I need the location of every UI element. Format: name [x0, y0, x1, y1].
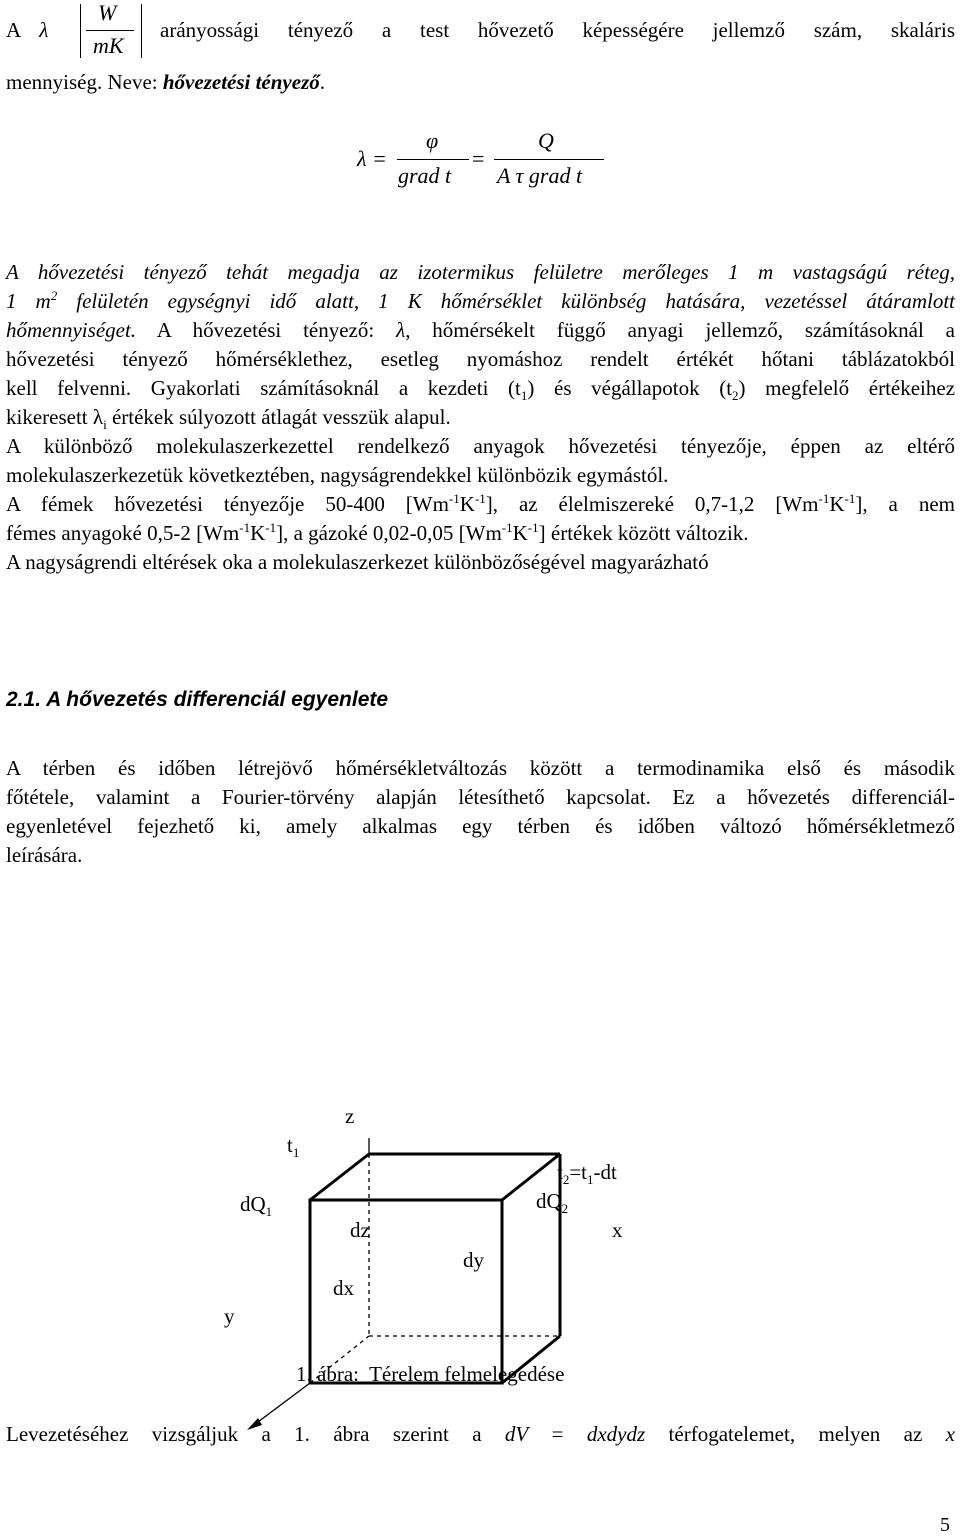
para1-line-1: A hővezetési tényező tehát megadja az izotermikus felületre merőleges 1 m vastagságú réteg, [6, 260, 955, 284]
intro-line-2-prefix: mennyiség. Neve: [6, 70, 163, 94]
p3l1a: A fémek hővezetési tényezője 50-400 [Wm [6, 492, 449, 516]
t2-eq: =t [569, 1160, 588, 1184]
last-x: x [945, 1422, 955, 1446]
p1l5s1: 1 [520, 388, 528, 404]
t2-sub: 2 [562, 1172, 570, 1188]
t1-sub: 1 [292, 1145, 300, 1161]
p3l2d: K [512, 521, 528, 545]
formula-num-2: Q [538, 128, 554, 153]
p3l2c: ], a gázoké 0,02-0,05 [Wm [276, 521, 502, 545]
p3sup8: -1 [527, 520, 539, 535]
y-axis-line [254, 1383, 310, 1425]
formula-eq: = [472, 146, 485, 171]
t2-main: t [557, 1160, 563, 1184]
p1l2b: felületén egységnyi idő alatt, 1 K hőmérséklet különbség hatására, vezetéssel átáramlott [57, 289, 955, 313]
last-dv: dV [504, 1422, 529, 1446]
dq2-main: dQ [536, 1189, 562, 1213]
section-line-1: A térben és időben létrejövő hőmérsékletváltozás között a termodinamika első és második [6, 756, 955, 780]
p1l2sup: 2 [50, 288, 58, 303]
last-eq: = [528, 1422, 587, 1446]
cube-edge-tl [310, 1154, 369, 1200]
label-dy: dy [463, 1248, 484, 1272]
dq1-main: dQ [240, 1192, 266, 1216]
p3l1c: ], az élelmiszereké 0,7-1,2 [Wm [485, 492, 819, 516]
dq2-sub: 2 [561, 1201, 569, 1217]
page-number: 5 [940, 1514, 950, 1536]
last-line [6, 1420, 955, 1448]
t2-eq-sub: 1 [587, 1172, 594, 1188]
intro-lambda: λ [39, 18, 49, 42]
p3sup1: -1 [448, 491, 460, 506]
label-t1 [287, 1133, 300, 1161]
p1l3a: hőmennyiséget. [6, 318, 137, 342]
figure-caption: 1. ábra: Térelem felmelegedése [296, 1362, 565, 1386]
p3l1d: K [829, 492, 845, 516]
p1l3b: A hővezetési tényező: [136, 318, 397, 342]
term-bold: hővezetési tényező [162, 70, 320, 94]
section-line-4: leírására. [6, 843, 83, 867]
label-y: y [224, 1304, 235, 1328]
p1l5s2: 2 [732, 388, 739, 404]
para2-line-1: A különböző molekulaszerkezettel rendelkező anyagok hővezetési tényezője, éppen az eltérő [6, 434, 955, 458]
label-dx: dx [333, 1276, 354, 1300]
dq1-sub: 1 [265, 1204, 273, 1220]
intro-line-2-suffix: . [319, 70, 325, 94]
p3l1b: K [459, 492, 475, 516]
label-dq2 [536, 1189, 569, 1217]
p3sup4: -1 [844, 491, 856, 506]
p3l2b: K [250, 521, 266, 545]
p3sup7: -1 [501, 520, 513, 535]
formula-lhs: λ = [357, 146, 387, 171]
para1-line-4: hővezetési tényező hőmérséklethez, esetleg nyomáshoz rendelt értékét hőtani táblázatokból [6, 347, 955, 371]
p3sup3: -1 [818, 491, 830, 506]
label-z: z [345, 1104, 355, 1128]
p1l6a: kikeresett λ [6, 405, 104, 429]
p1l6s: i [103, 417, 107, 433]
section-line-3: egyenletével fejezhető ki, amely alkalmas egy térben és időben változó hőmérsékletmező [6, 814, 955, 838]
unit-denominator: mK [93, 33, 124, 58]
t1-main: t [287, 1133, 293, 1157]
section-line-2: főtétele, valamint a Fourier-törvény alapján létesíthető kapcsolat. Ez a hővezetés differenciál- [6, 785, 955, 809]
last-b: térfogatelemet, melyen az [645, 1422, 946, 1446]
p3l2a: fémes anyagoké 0,5-2 [Wm [6, 521, 240, 545]
intro-line-1-text: arányossági tényező a test hővezető képességére jellemző szám, skaláris [160, 18, 955, 42]
label-t2 [557, 1160, 617, 1188]
formula-den-1: grad t [398, 163, 452, 188]
para2-line-2: molekulaszerkezetük következtében, nagyságrendekkel különbözik egymástól. [6, 463, 669, 487]
last-a: Levezetéséhez vizsgáljuk a 1. ábra szerint a [6, 1422, 505, 1446]
para3-line-3: A nagyságrendi eltérések oka a molekulaszerkezet különbözőségével magyarázható [6, 550, 709, 574]
t2-tail: -dt [593, 1160, 617, 1184]
p1l5c: ) megfelelő értékeihez [738, 376, 956, 400]
label-x: x [612, 1218, 623, 1242]
p1l6b: értékek súlyozott átlagát vesszük alapul. [106, 405, 451, 429]
label-dq1 [240, 1192, 273, 1220]
section-heading: 2.1. A hővezetés differenciál egyenlete [6, 688, 389, 711]
label-dz: dz [350, 1218, 370, 1242]
p1l3c: , hőmérsékelt függő anyagi jellemző, számításoknál a [405, 318, 956, 342]
formula-num-1: φ [426, 128, 439, 153]
p1l2a: 1 m [6, 289, 51, 313]
formula-den-2: A τ grad t [497, 163, 583, 188]
intro-lead: A [6, 18, 21, 42]
p3sup6: -1 [265, 520, 277, 535]
p3sup5: -1 [239, 520, 251, 535]
p3l2e: ] értékek között változik. [538, 521, 749, 545]
p1l5a: kell felvenni. Gyakorlati számításoknál a kezdeti (t [6, 376, 521, 400]
last-dxdydz: dxdydz [586, 1422, 646, 1446]
p3sup2: -1 [474, 491, 486, 506]
p1l3lam: λ [396, 318, 406, 342]
unit-numerator: W [98, 0, 117, 25]
p1l5b: ) és végállapotok (t [527, 376, 733, 400]
p3l1e: ], a nem [855, 492, 955, 516]
